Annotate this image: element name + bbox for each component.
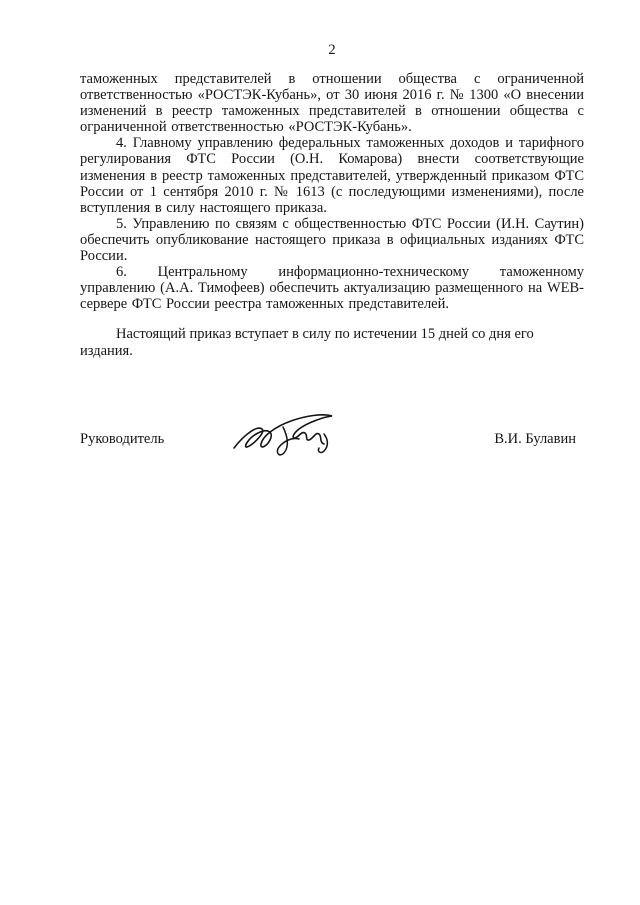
signature-block	[80, 415, 584, 463]
page-number: 2	[328, 42, 336, 58]
paragraph-continuation: таможенных представителей в отношении общества с ограниченной ответственностью «РОСТЭК-Кубань», от 30 июня 2016 г. № 1300 «О внесении изменений в реестр таможенных представителей в отношении общества с ограниченной ответственностью «РОСТЭК-Кубань».	[80, 71, 584, 136]
paragraph-item-4: 4. Главному управлению федеральных таможенных доходов и тарифного регулирования ФТС России (О.Н. Комарова) внести соответствующие изменения в реестр таможенных представителей, утвержденный приказом ФТС России от 1 сентября 2010 г. № 1613 (с последующими изменениями), после вступления в силу настоящего приказа.	[80, 135, 584, 216]
paragraph-item-5: 5. Управлению по связям с общественностью ФТС России (И.Н. Саутин) обеспечить опубликование настоящего приказа в официальных изданиях ФТС России.	[80, 215, 584, 265]
effective-date-clause: Настоящий приказ вступает в силу по истечении 15 дней со дня его издания.	[80, 326, 534, 359]
paragraph-item-6: 6. Центральному информационно-техническому таможенному управлению (А.А. Тимофеев) обеспечить актуализацию размещенного на WEB-сервере ФТС России реестра таможенных представителей.	[80, 264, 584, 313]
document-content	[80, 42, 584, 463]
signer-name: В.И. Булавин	[494, 430, 576, 447]
handwritten-signature-icon	[231, 409, 335, 462]
signer-title: Руководитель	[80, 430, 165, 447]
